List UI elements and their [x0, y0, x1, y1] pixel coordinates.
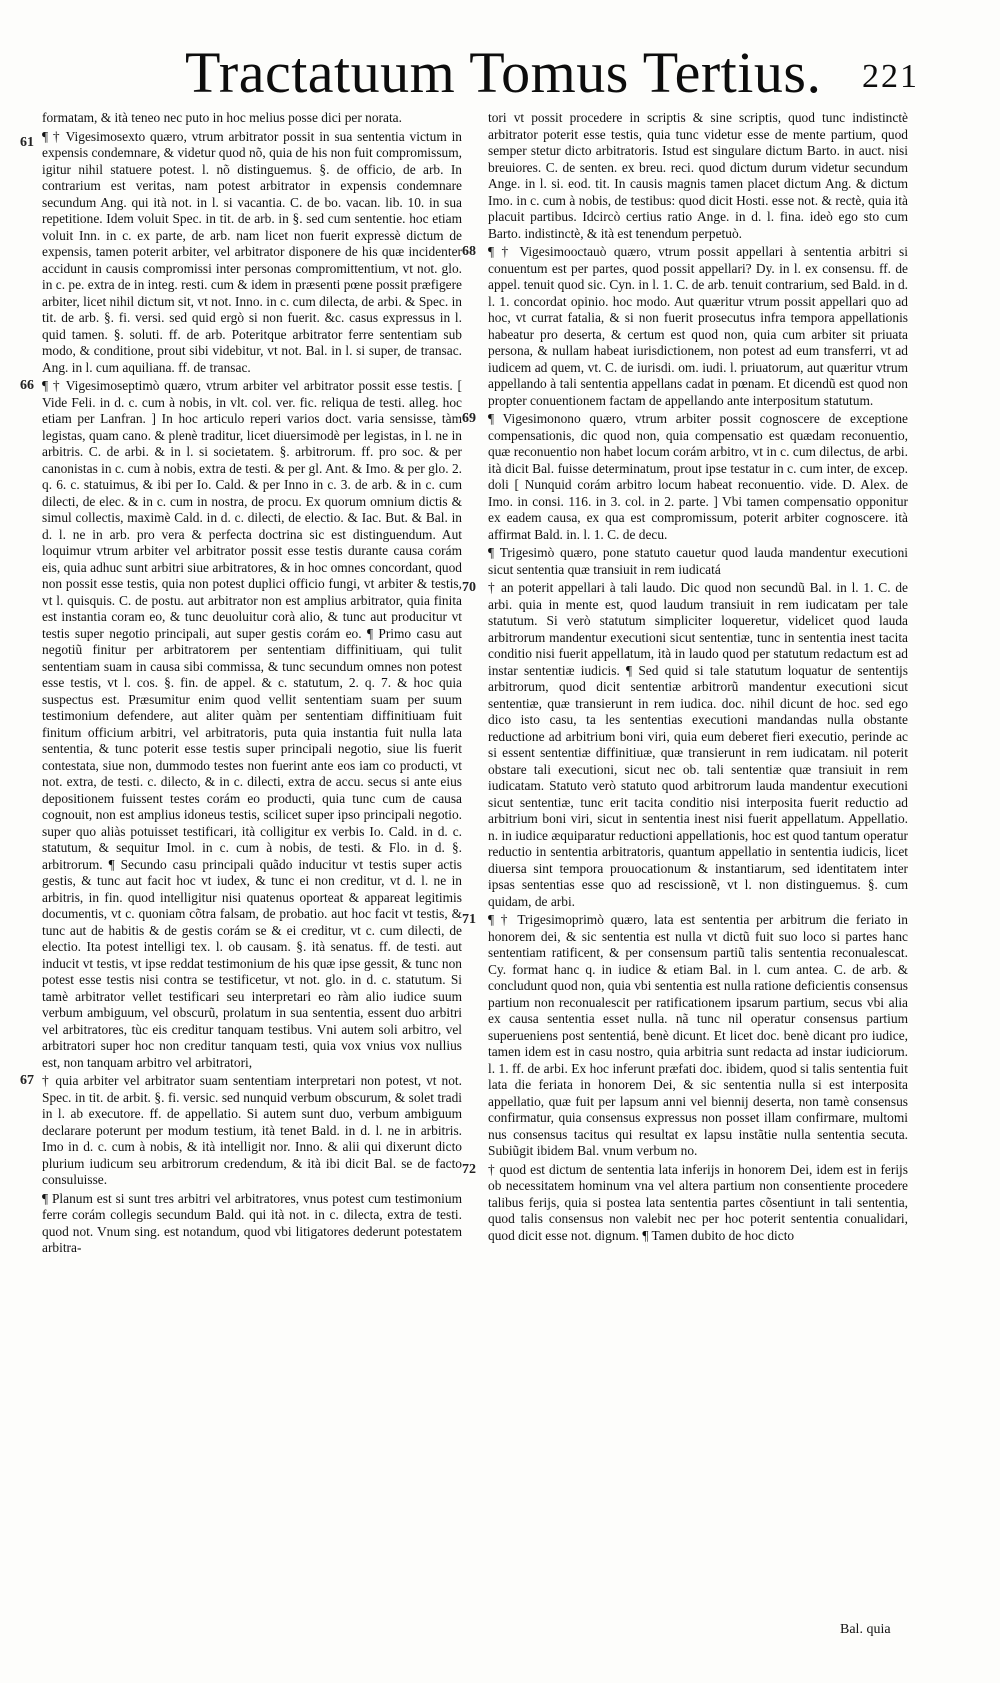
- marginal-number: 67: [20, 1073, 34, 1088]
- paragraph: [20, 1073, 462, 1189]
- paragraph: [462, 1161, 908, 1245]
- paragraph-text: ¶ † Vigesimosexto quæro, vtrum arbitrator possit in sua sententia victum in expensis condemnare, & videtur quod nõ, quia de his non fuit compromissum, igitur nihil statuere potest. l. nõ distinguemus. §. de officio, de arb. In contrarium est veritas, nam potest arbitrator in expensis condemnare secundum Ang. qui ità not. in l. si vacantia. C. de bo. vacan. lib. 10. in sua repetitione. Idem voluit Spec. in tit. de arb. in §. sed cum sententie. hoc etiam voluit Inn. in c. ex parte, de arb. nam licet non fuerit expressè dictum de expensis, tamen poterit arbiter, vel arbitrator disponere de his quæ incidenter accidunt in causis compromissi inter personas compromittentium, vt not. glo. in c. pe. extra de in integ. resti. cum & idem in præsenti pœne possit præfigere arbiter, licet nihil dictum sit, vt not. Inno. in c. cum dilecta, de arbi. & Spec. in tit. de arb. §. fi. versi. sed quid ergò si non fuerit. &c. casus expressus in l. quid tamen. §. soluti. ff. de arb. Poteritque arbitrator ferre sententiam sub modo, & conditione, prout sibi videbitur, vt not. Bal. in l. si super, de transac. Ang. in l. cum aquiliana. ff. de transac.: [42, 128, 462, 375]
- paragraph: [20, 378, 462, 1071]
- paragraph: [462, 912, 908, 1160]
- paragraph: [488, 110, 908, 242]
- page-header: [0, 38, 1000, 108]
- paragraph-text: ¶ Trigesimò quæro, pone statuto cauetur quod lauda mandentur executioni sicut sententia quæ transiuit in rem iudicatá: [488, 545, 908, 577]
- paragraph: [42, 110, 462, 127]
- paragraph-text: ¶ Planum est si sunt tres arbitri vel arbitratores, vnus potest cum testimonium ferre corám collegis secundum Bald. qui ità not. in c. dilecta, extra de testi. quod not. Vnum sing. est notandum, quod vbi litigatores dederunt potestatem arbitra-: [42, 1190, 462, 1255]
- marginal-number: 66: [20, 378, 34, 393]
- marginal-number: 69: [462, 411, 476, 426]
- paragraph-text: ¶ † Trigesimoprimò quæro, lata est sententia per arbitrum die feriato in honorem dei, & sic sententia est nulla vt dictũ fuit suo loco si partes hanc sententiam ratificent, & per consensum partiũ talis sententia reconualescat. Cy. format hanc q. in iudice & etiam Bal. in l. cum antea. C. de arb. & concludunt quod non, quia vbi sententia est nulla ratione deficientis consensus partium non reconualescit per ratificationem ipsarum partium, secus vbi alia ex causa sententia esset nulla. nã tunc nil operatur consensus partium superueniens post sententiá, benè dicunt. Et licet doc. benè dicant pro iudice, tamen idem est in casu nostro, quia arbitria sunt redacta ad instar iudiciorum. l. 1. ff. de arbi. Ex hoc inferunt præfati doc. ibidem, quod si talis sententia fuit lata die feriata in honorem Dei, & sic sententia nulla si est interposita appellatio, quæ fuit per lapsum anni vel biennij deserta, non tamè consensus confirmatur, quia consensus expressus non posset illam confirmare, multomi nus consensus tacitus qui resultat ex lapsu instãtie nulla sententia secuta. Subiũgit ibidem Bal. vnum verbum no.: [488, 912, 908, 1158]
- paragraph-text: † quod est dictum de sententia lata inferijs in honorem Dei, idem est in ferijs ob necessitatem hominum vna vel altera partium non consentiente procedere talibus ferijs, quia si postea lata sententia partes cõsentiunt in tali sententia, quod talis consensus non valebit nec per hoc poterit sententia conualidari, quod dicit esse not. dignum. ¶ Tamen dubito de hoc dicto: [488, 1161, 908, 1243]
- marginal-number: 70: [462, 580, 476, 595]
- catchword: Bal. quia: [840, 1622, 891, 1637]
- paragraph-text: † an poterit appellari à tali laudo. Dic quod non secundũ Bal. in l. 1. C. de arbi. quia in mente est, quod laudum transiuit in rem iudicatam per tale statutum. Si verò statutum simpliciter loqueretur, videlicet quod lauda arbitrorum mandentur executioni sicut sententiæ, tunc in sententia inest tacita conditio nisi fuerit appellatum, ità in laudo quod per statutum redactum est ad instar sententiæ iudicis. ¶ Sed quid si tale statutum loquatur de sententijs arbitrorum, quod dicit sententiæ arbitrorũ mandentur executioni sicut sententiæ, quæ transierunt in rem iudica. doc. nihil dicunt de hoc. sed ego dico isto casu, ta les sententias executioni mandandas nulla obstante reductione ad arbitrium boni viri, quia eum deberet fieri executio, perinde ac si essent sententiæ diffinitiuæ, quæ transierunt in rem iudicatam. nil poterit obstare tali executioni, sicut nec ob. tali sententiæ quæ transiuit in rem iudicatam. Statuto verò statuto quod arbitrorum lauda mandentur executioni sicut sententiæ, tunc erit tacita conditio nisi interposita fuerit reductio ad arbitrium boni viri, sicut in sententia inest nisi fuerit appellatum. Appellatio. n. in iudice æquiparatur reductioni appellationis, hoc est quod tantum operatur reductio in sententia arbitratoris, quantum appellatio in sententia iudicis, licet diuersa sint tempora prouocationum & instantiarum, sed identitatem inter ipsas sententias esse quo ad rescissionẽ, vt l. non distinguemus. §. cum quidam, de arbi.: [488, 580, 908, 909]
- paragraph-text: ¶ † Vigesimooctauò quæro, vtrum possit appellari à sententia arbitri si conuentum est per partes, quod possit appellari? Dy. in l. ex consensu. ff. de appel. tenuit quod sic. Cyn. in l. 1. C. de arb. tenuit contrarium, sed Bald. in d. l. 1. concordat opinio. hoc modo. Aut quæritur vtrum possit appellari quo ad hoc, vt currat fatalia, & si non fuerit prosecutus infra tempora appellationis habeatur pro deserta, & certum est quod non, quia cum arbiter sit priuata persona, & nullam habeat iurisdictionem, non potest ad eum transferri, vt ad iudicem ad quem, vt. C. de iurisdi. om. iudi. l. priuatorum, aut quæritur vtrum appellando à tali sententia appellans cadat in pœnam. Et dicendũ est quod non propter conuentionem factam de appellando ante interpositum statutum.: [488, 244, 908, 408]
- paragraph: [42, 1191, 462, 1257]
- marginal-number: 68: [462, 244, 476, 259]
- marginal-number: 71: [462, 912, 476, 927]
- paragraph: [488, 545, 908, 578]
- paragraph-text: formatam, & ità teneo nec puto in hoc melius posse dici per norata.: [42, 110, 402, 125]
- paragraph: [462, 244, 908, 409]
- paragraph-text: tori vt possit procedere in scriptis & sine scriptis, quod tunc indistinctè arbitrator poterit esse testis, quia tunc videtur esse de mente partium, quod semper stetur dicto arbitratoris. Istud est singulare dictum Barto. in auct. nisi breuiores. C. de senten. ex breu. reci. quod dictum durum videtur secundum Ange. in l. si. eod. tit. In causis magnis tamen placet dictum Ang. & dictum Imo. in c. cum à nobis, de testibus: quod dicit Hosti. esse not. & rectè, quia ità placuit partibus. Idcircò certius ratio Ange. in d. l. fina. ideò ego sto cum Barto. indistinctè, & ità est tenendum perpetuò.: [488, 110, 908, 241]
- paragraph: [20, 128, 462, 377]
- marginal-number: 61: [20, 134, 34, 150]
- paragraph-text: ¶ † Vigesimoseptimò quæro, vtrum arbiter vel arbitrator possit esse testis. [ Vide Feli. in d. c. cum à nobis, in vlt. col. ver. fic. reliqua de testi. alleg. hoc etiam per Lanfran. ] In hoc articulo reperi varios doct. varia sensisse, tàm legistas, quam cano. & plenè traditur, licet diuersimodè per legistas, in l. ne in arbitris. C. de arbi. & in l. si societatem. §. arbitrorum. ff. pro soc. & per canonistas in c. cum à nobis, extra de testi. & per gl. Ant. & Imo. & per glo. 2. q. 6. c. statuimus, & ibi per Io. Cald. & per Inno in c. 3. de arb. & in c. cum dilecti, de elec. & in c. cum in nostra, de procu. Ex quorum omnium dictis & simul collectis, maximè Cald. in d. c. dilecti, de electio. & Iac. But. & Bal. in d. l. ne in arb. pro vera & perfecta doctrina sic est distinguendum. Aut loquimur vtrum arbiter vel arbitrator possit esse testis durante causa corám eis, quia adhuc sunt arbitri siue arbitratores, & in hoc omnes concordant, quod non possit esse testis, quia non potest duplici officio fungi, vt arbiter & testis, vt l. quisquis. C. de postu. aut arbitrator non est amplius arbitrator, quia finita est instantia coram eo, & tunc deuoluitur corà alio, & tunc aut producitur vt testis super negotio principali, aut super gestis corám eo. ¶ Primo casu aut negotiũ finitur per arbitratorem per sententiam diffinitiuam, qui tulit sententiam suam in causa sibi commissa, & tunc secundum omnes non potest esse testis, vt l. cos. §. fin. de appel. & c. statutum, 2. q. 7. & hoc quia suspectus est. Præsumitur enim quod vellit sententiam suam per suum testimonium defendere, aut aliter quàm per sententiam diffinitiuam fuit finitum officium arbitri, vel arbitratoris, puta quia instantia fuit nulla lata sententia, & tunc poterit esse testis super principali negotio, siue lis fuerit contestata, siue non, dummodo testes non fuerint ante eos iam co producti, vt not. extra, de testi. c. dilecto, & in c. dilecti, extra de accu. secus si ante eius depositionem fuissent testes corám eo producti, quia tunc cum de causa cognouit, non est amplius idoneus testis, scilicet super ipso principali negotio. super quo aliàs potuisset testificari, ità colligitur ex verbis Io. Cald. in d. c. statutum, & sequitur Imol. in c. cum à nobis, de testi. & Flo. in d. §. arbitrorum. ¶ Secundo casu principali quãdo inducitur vt testis super actis gestis, & tunc aut facit hoc vt iudex, & tunc ei non creditur, vt d. l. ne in arbitris, in fin. quod intelligitur nisi quatenus oporteat & appareat legitimis documentis, vt c. quoniam cõtra falsam, de probatio. aut hoc facit vt testis, & tunc aut de habitis & de gestis corám se & ei creditur, vt c. cum dilecti, de electio. Ita potest intelligi tex. l. ob causam. §. ità senatus. ff. de testi. aut inducit vt testis, vt ipse reddat testimonium de his quæ ipse gessit, & tunc non potest esse testis nisi contra se testificetur, vt not. glo. in d. c. statutum. Si tamè arbitrator vellet testificari seu interpretari eo ràm alio iudice suum verbum ambiguum, vel obscurũ, prolatum in sua sententia, essent duo arbitri vel arbitratores, tùc eis creditur tanquam testibus. Vni autem soli arbitro, vel arbitratori super hoc non creditur tanquam testi, quia vox vnius vox nullius est, non tanquam arbitro vel arbitratori,: [42, 378, 462, 1070]
- paragraph-text: † quia arbiter vel arbitrator suam sententiam interpretari non potest, vt not. Spec. in tit. de arbit. §. fi. versic. sed nunquid verbum obscurum, & solet tradi in l. ab executore. ff. de appellatio. Si autem sunt duo, verbum ambiguum declarare poterunt per modum testium, ità tenet Bald. in d. l. ne in arbitris. Imo in d. c. cum à nobis, & ità intelligit nor. Inno. & alii qui dixerunt dicto plurium iudicum seu arbitrorum credendum, & ità ibi dicit Bal. se de facto consuluisse.: [42, 1073, 462, 1187]
- paragraph: [462, 411, 908, 543]
- left-column: [20, 110, 462, 1670]
- right-column: [462, 110, 908, 1670]
- running-title: Tractatuum Tomus Tertius.: [185, 40, 822, 105]
- marginal-number: 72: [462, 1161, 476, 1177]
- paragraph: [462, 580, 908, 910]
- page-number: 221: [862, 58, 919, 95]
- paragraph-text: ¶ Vigesimonono quæro, vtrum arbiter possit cognoscere de exceptione compensationis, dic quod non, quia compensatio est quædam reconuentio, quæ reconuentio non habet locum corám arbitro, vt in c. cum dilectus, de arbi. ità dicit Bal. fuisse determinatum, prout ipse testatur in c. cum inter, de excep. doli [ Nunquid corám arbitro locum habeat reconuentio. vide. D. Alex. de Imo. in consi. 116. in 3. col. in 2. parte. ] Vbi tamen compensatio opponitur ex eadem causa, ex qua est compromissum, poterit arbiter cognoscere. ità affirmat Bald. in. l. 1. C. de decu.: [488, 411, 908, 542]
